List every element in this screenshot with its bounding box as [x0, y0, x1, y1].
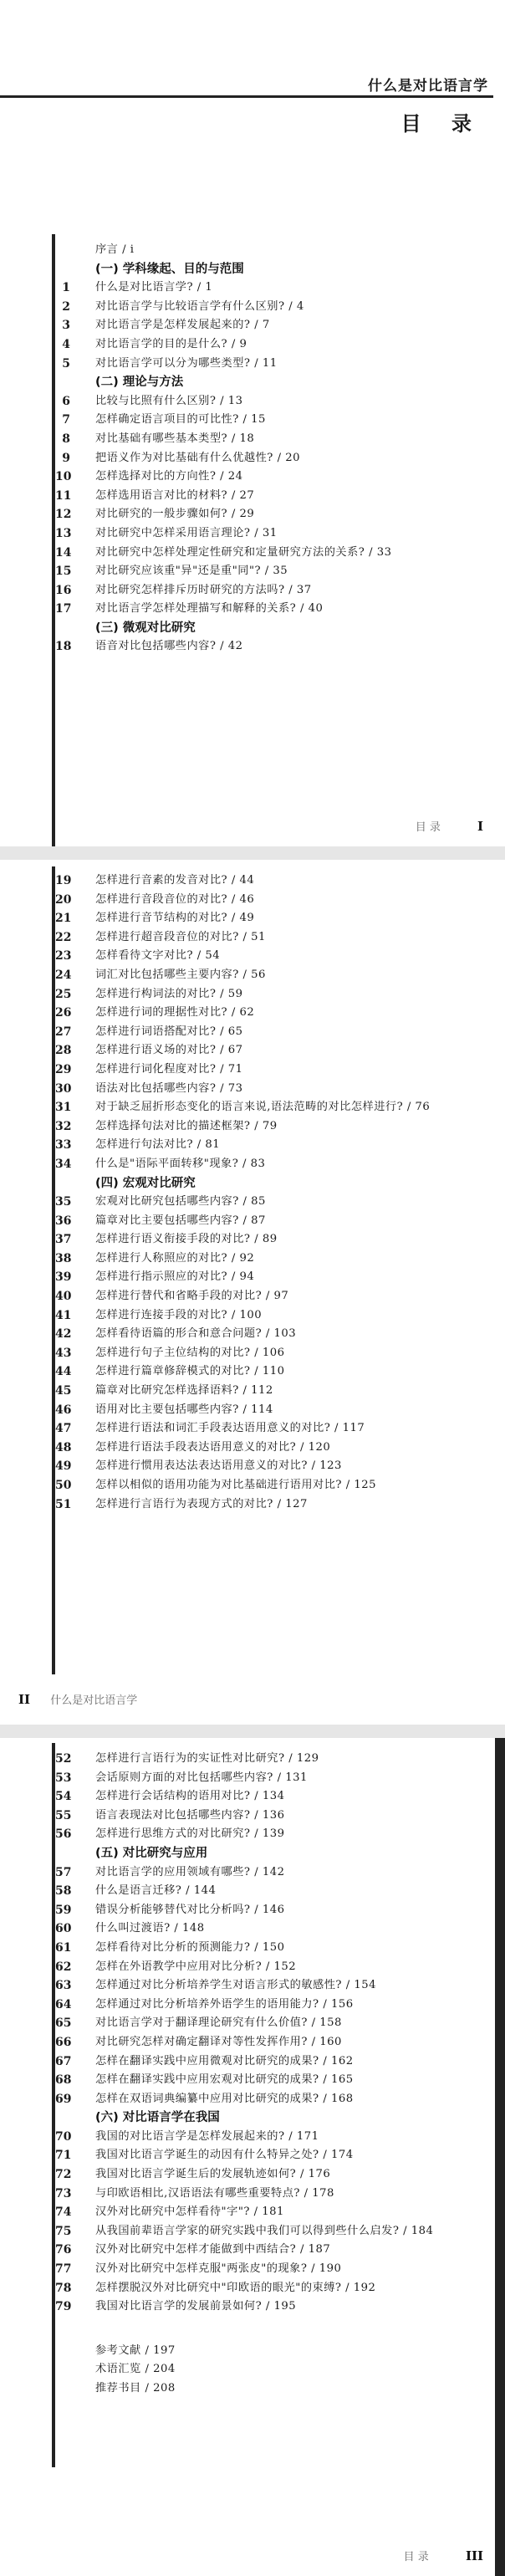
entry-title: 把语义作为对比基础有什么优越性? / 20	[95, 451, 300, 464]
toc-entry[interactable]	[0, 1419, 505, 1439]
entry-number: 73	[55, 2186, 72, 2200]
toc-entry[interactable]	[0, 1230, 505, 1250]
toc-entry[interactable]	[0, 1080, 505, 1099]
toc-entry[interactable]	[0, 1939, 505, 1958]
entry-title: 对比语言学是怎样发展起来的? / 7	[95, 319, 270, 332]
toc-entries-page-2	[0, 871, 505, 1514]
entry-title: 怎样看待语篇的形合和意合问题? / 103	[95, 1327, 297, 1341]
entry-number: 38	[55, 1251, 72, 1265]
series-title: 什么是对比语言学	[368, 78, 488, 95]
toc-entry[interactable]	[0, 1958, 505, 1977]
entry-title: 什么是语言迁移? / 144	[95, 1884, 217, 1898]
toc-entry[interactable]	[0, 411, 505, 430]
toc-entry[interactable]	[0, 966, 505, 985]
toc-backmatter-entry[interactable]: 推荐书目 / 208	[95, 2382, 176, 2395]
entry-title: 怎样进行词的理据性对比? / 62	[95, 1006, 255, 1020]
entry-title: 什么是"语际平面转移"现象? / 83	[95, 1157, 266, 1170]
entry-number: 30	[55, 1081, 72, 1096]
toc-entries-page-3	[0, 1750, 505, 2399]
entry-title: 怎样通过对比分析培养外语学生的语用能力? / 156	[95, 1997, 354, 2011]
entry-title: 对比语言学的应用领域有哪些? / 142	[95, 1865, 285, 1878]
entry-title: 篇章对比研究怎样选择语料? / 112	[95, 1384, 273, 1398]
entry-number: 61	[55, 1940, 72, 1955]
toc-entry[interactable]	[0, 1004, 505, 1023]
entry-title: 对比语言学怎样处理描写和解释的关系? / 40	[95, 602, 324, 616]
entry-number: 52	[55, 1752, 72, 1766]
entry-number: 49	[55, 1459, 72, 1474]
toc-entry[interactable]	[0, 316, 505, 335]
entry-title: 我国对比语言学的发展前景如何? / 195	[95, 2300, 297, 2313]
entry-number: 1	[62, 281, 70, 295]
entry-number: 29	[55, 1062, 72, 1076]
toc-entry[interactable]	[0, 562, 505, 581]
entry-number: 43	[55, 1346, 72, 1360]
entry-number: 53	[55, 1771, 72, 1785]
toc-entry[interactable]	[0, 1023, 505, 1042]
entry-number: 11	[55, 488, 72, 503]
entry-number: 6	[62, 394, 70, 408]
entry-title: 怎样看待文字对比? / 54	[95, 949, 221, 963]
entry-number: 75	[55, 2224, 72, 2238]
entry-title: 语音对比包括哪些内容? / 42	[95, 640, 243, 653]
entry-title: 错误分析能够替代对比分析吗? / 146	[95, 1903, 285, 1916]
entry-title: 怎样进行词化程度对比? / 71	[95, 1062, 243, 1076]
entry-number: 60	[55, 1922, 72, 1936]
entry-title: 对比语言学的目的是什么? / 9	[95, 337, 247, 350]
page-gap	[0, 1725, 505, 1738]
entry-title: 怎样进行替代和省略手段的对比? / 97	[95, 1290, 289, 1303]
page-footer	[18, 1691, 137, 1707]
toc-entry[interactable]	[0, 505, 505, 524]
entry-number: 54	[55, 1790, 72, 1804]
entry-number: 36	[55, 1214, 72, 1228]
entry-number: 12	[55, 508, 72, 522]
toc-entry[interactable]	[0, 1807, 505, 1826]
toc-entry[interactable]	[0, 1287, 505, 1306]
entry-title: 什么是对比语言学? / 1	[95, 281, 213, 294]
entry-number: 2	[62, 299, 70, 314]
toc-entry[interactable]	[0, 1439, 505, 1458]
entry-title: 怎样进行惯用表达法表达语用意义的对比? / 123	[95, 1459, 342, 1473]
entry-number: 55	[55, 1808, 72, 1822]
entry-title: 我国对比语言学诞生的动因有什么特异之处? / 174	[95, 2149, 354, 2162]
entry-number: 32	[55, 1119, 72, 1133]
entry-number: 7	[62, 413, 70, 427]
toc-entry[interactable]	[0, 891, 505, 910]
toc-entry[interactable]	[0, 1495, 505, 1515]
entry-title: 对比研究怎样对确定翻译对等性发挥作用? / 160	[95, 2035, 342, 2048]
toc-entry[interactable]	[0, 1136, 505, 1155]
entry-title: 怎样通过对比分析培养学生对语言形式的敏感性? / 154	[95, 1979, 377, 1992]
toc-entry[interactable]	[0, 2128, 505, 2147]
entry-title: 怎样进行音节结构的对比? / 49	[95, 912, 255, 925]
entry-number: 34	[55, 1157, 72, 1171]
entry-number: 45	[55, 1384, 72, 1398]
entry-title: 怎样进行句子主位结构的对比? / 106	[95, 1346, 285, 1359]
toc-page-1	[0, 0, 505, 846]
entry-number: 77	[55, 2262, 72, 2277]
toc-entry[interactable]	[0, 335, 505, 355]
toc-heading: 目 录	[400, 112, 483, 135]
entry-title: 词汇对比包括哪些主要内容? / 56	[95, 968, 266, 981]
toc-entry[interactable]	[0, 355, 505, 374]
toc-entries-page-1	[0, 241, 505, 657]
entry-title: 从我国前辈语言学家的研究实践中我们可以得到些什么启发? / 184	[95, 2224, 434, 2237]
toc-entry[interactable]	[0, 279, 505, 298]
entry-title: 宏观对比研究包括哪些内容? / 85	[95, 1195, 266, 1209]
entry-number: 51	[55, 1497, 72, 1511]
entry-title: 汉外对比研究中怎样克服"两张皮"的现象? / 190	[95, 2262, 342, 2276]
entry-number: 18	[55, 640, 72, 654]
entry-number: 64	[55, 1997, 72, 2011]
toc-entry[interactable]	[0, 985, 505, 1004]
entry-title: 怎样进行思维方式的对比研究? / 139	[95, 1827, 285, 1841]
entry-number: 50	[55, 1479, 72, 1492]
toc-entry[interactable]	[0, 392, 505, 411]
entry-title: 对比研究中怎样采用语言理论? / 31	[95, 526, 278, 539]
toc-entry[interactable]	[0, 1212, 505, 1231]
entry-title: 比较与比照有什么区别? / 13	[95, 394, 243, 407]
toc-entry[interactable]	[0, 2090, 505, 2109]
entry-title: 对于缺乏屈折形态变化的语言来说,语法范畴的对比怎样进行? / 76	[95, 1101, 431, 1114]
toc-entry[interactable]	[0, 2014, 505, 2033]
entry-number: 78	[55, 2281, 72, 2295]
entry-title: 与印欧语相比,汉语语法有哪些重要特点? / 178	[95, 2186, 334, 2200]
entry-title: 怎样在翻译实践中应用微观对比研究的成果? / 162	[95, 2054, 354, 2067]
entry-number: 67	[55, 2054, 72, 2068]
toc-entry[interactable]	[0, 1996, 505, 2015]
page-number: III	[465, 2548, 483, 2563]
page-number: II	[18, 1692, 31, 1707]
toc-entry[interactable]	[0, 909, 505, 928]
toc-entry[interactable]	[0, 1787, 505, 1807]
entry-title: 对比语言学对于翻译理论研究有什么价值? / 158	[95, 2016, 342, 2030]
footer-label: 目 录	[415, 821, 441, 834]
toc-entry[interactable]	[0, 2185, 505, 2204]
entry-number: 79	[55, 2300, 72, 2314]
entry-title: 怎样进行人称照应的对比? / 92	[95, 1251, 255, 1265]
entry-title: 怎样进行语法和词汇手段表达语用意义的对比? / 117	[95, 1422, 365, 1435]
toc-entry[interactable]	[0, 1976, 505, 1996]
entry-number: 25	[55, 987, 72, 1001]
entry-title: 怎样选择句法对比的描述框架? / 79	[95, 1119, 278, 1132]
page-gap	[0, 846, 505, 860]
entry-number: 22	[55, 930, 72, 944]
entry-title: 对比语言学与比较语言学有什么区别? / 4	[95, 299, 304, 313]
entry-number: 62	[55, 1960, 72, 1974]
entry-title: 怎样进行词语搭配对比? / 65	[95, 1025, 243, 1038]
toc-entry[interactable]	[0, 600, 505, 619]
toc-entry[interactable]	[0, 1098, 505, 1117]
entry-title: 怎样选择对比的方向性? / 24	[95, 470, 243, 483]
toc-entry[interactable]	[0, 1382, 505, 1401]
entry-title: 怎样进行言语行为表现方式的对比? / 127	[95, 1497, 308, 1510]
section-heading: (二) 理论与方法	[95, 376, 184, 390]
entry-number: 63	[55, 1979, 72, 1993]
entry-number: 47	[55, 1422, 72, 1436]
entry-number: 9	[62, 451, 70, 465]
entry-title: 对比基础有哪些基本类型? / 18	[95, 432, 255, 445]
toc-entry[interactable]	[0, 468, 505, 487]
toc-entry[interactable]	[0, 2222, 505, 2241]
toc-entry[interactable]	[0, 1457, 505, 1476]
toc-entry[interactable]	[0, 1061, 505, 1080]
entry-number: 15	[55, 565, 72, 579]
toc-entry[interactable]	[0, 637, 505, 657]
entry-title: 怎样进行音段音位的对比? / 46	[95, 892, 255, 906]
entry-title: 怎样进行构词法的对比? / 59	[95, 987, 243, 1000]
toc-entry[interactable]	[0, 1750, 505, 1769]
entry-number: 39	[55, 1270, 72, 1285]
entry-title: 怎样进行句法对比? / 81	[95, 1138, 221, 1152]
entry-number: 16	[55, 583, 72, 597]
entry-number: 37	[55, 1233, 72, 1247]
page-footer	[404, 2548, 483, 2563]
toc-backmatter-entry[interactable]: 术语汇览 / 204	[95, 2363, 176, 2376]
entry-number: 4	[62, 337, 70, 351]
toc-entry[interactable]	[0, 2052, 505, 2072]
toc-entry[interactable]	[0, 2279, 505, 2298]
entry-number: 27	[55, 1025, 72, 1039]
toc-entry[interactable]	[0, 947, 505, 966]
entry-title: 怎样在外语教学中应用对比分析? / 152	[95, 1960, 297, 1973]
toc-entry[interactable]	[0, 298, 505, 317]
section-heading: (四) 宏观对比研究	[95, 1176, 196, 1190]
entry-number: 59	[55, 1903, 72, 1917]
toc-entry[interactable]	[0, 1863, 505, 1883]
entry-title: 对比研究应该重"异"还是重"同"? / 35	[95, 565, 288, 578]
footer-label: 目 录	[403, 2551, 429, 2563]
toc-entry[interactable]	[0, 1325, 505, 1344]
toc-spacer	[0, 2317, 505, 2342]
toc-entry[interactable]	[0, 1901, 505, 1920]
entry-title: 怎样进行连接手段的对比? / 100	[95, 1308, 263, 1321]
entry-title: 怎样以相似的语用功能为对比基础进行语用对比? / 125	[95, 1479, 377, 1491]
entry-title: 语法对比包括哪些内容? / 73	[95, 1081, 243, 1095]
toc-entry[interactable]	[0, 1155, 505, 1174]
entry-number: 33	[55, 1138, 72, 1153]
entry-number: 66	[55, 2035, 72, 2049]
entry-title: 怎样在双语词典编纂中应用对比研究的成果? / 168	[95, 2092, 354, 2105]
section-heading: (五) 对比研究与应用	[95, 1846, 208, 1860]
entry-title: 汉外对比研究中怎样才能做到中西结合? / 187	[95, 2243, 331, 2257]
toc-entry[interactable]	[0, 1344, 505, 1363]
toc-entry[interactable]	[0, 1919, 505, 1939]
toc-entry[interactable]	[0, 581, 505, 601]
entry-number: 31	[55, 1101, 72, 1115]
entry-number: 72	[55, 2168, 72, 2182]
toc-entry[interactable]	[0, 1268, 505, 1287]
entry-title: 怎样进行言语行为的实证性对比研究? / 129	[95, 1752, 319, 1765]
entry-number: 44	[55, 1365, 72, 1379]
toc-backmatter-entry[interactable]: 参考文献 / 197	[95, 2343, 176, 2357]
entry-number: 74	[55, 2205, 72, 2220]
entry-title: 怎样确定语言项目的可比性? / 15	[95, 413, 266, 427]
entry-number: 57	[55, 1865, 72, 1879]
entry-number: 69	[55, 2092, 72, 2106]
entry-title: 对比研究怎样排斥历时研究的方法吗? / 37	[95, 583, 312, 596]
toc-entry[interactable]	[0, 1476, 505, 1495]
entry-number: 28	[55, 1044, 72, 1058]
entry-title: 篇章对比主要包括哪些内容? / 87	[95, 1214, 266, 1227]
entry-number: 48	[55, 1440, 72, 1454]
toc-entry[interactable]	[0, 1193, 505, 1212]
toc-entry[interactable]	[0, 1250, 505, 1269]
toc-entry[interactable]	[0, 430, 505, 449]
toc-entry[interactable]	[0, 544, 505, 563]
entry-title: 怎样进行超音段音位的对比? / 51	[95, 930, 266, 943]
entry-title: 语用对比主要包括哪些内容? / 114	[95, 1403, 273, 1416]
toc-entry[interactable]	[0, 1306, 505, 1326]
entry-number: 13	[55, 526, 72, 540]
toc-entry[interactable]	[0, 449, 505, 468]
toc-entry[interactable]	[0, 2071, 505, 2090]
entry-title: 怎样进行语法手段表达语用意义的对比? / 120	[95, 1440, 331, 1454]
entry-number: 42	[55, 1327, 72, 1342]
toc-entry[interactable]	[0, 1769, 505, 1788]
entry-number: 5	[62, 356, 70, 371]
entry-title: 对比研究的一般步骤如何? / 29	[95, 508, 255, 521]
toc-entry[interactable]	[0, 487, 505, 506]
toc-backmatter-entry[interactable]: 序言 / i	[95, 243, 135, 256]
toc-entry[interactable]	[0, 2241, 505, 2260]
entry-number: 10	[55, 470, 72, 484]
entry-number: 71	[55, 2149, 72, 2163]
entry-title: 怎样进行语义衔接手段的对比? / 89	[95, 1233, 278, 1246]
entry-number: 68	[55, 2073, 72, 2088]
entry-number: 26	[55, 1006, 72, 1020]
toc-entry[interactable]	[0, 524, 505, 544]
toc-page-2	[0, 860, 505, 1725]
section-heading: (一) 学科缘起、目的与范围	[95, 262, 244, 276]
toc-entry[interactable]	[0, 871, 505, 891]
toc-entry[interactable]	[0, 1882, 505, 1901]
section-heading: (三) 微观对比研究	[95, 621, 196, 635]
toc-entry[interactable]	[0, 2165, 505, 2185]
entry-title: 语言表现法对比包括哪些内容? / 136	[95, 1808, 285, 1822]
entry-title: 怎样进行音素的发音对比? / 44	[95, 874, 255, 887]
entry-number: 23	[55, 949, 72, 963]
toc-page-3	[0, 1738, 505, 2576]
toc-entry[interactable]	[0, 1401, 505, 1420]
entry-title: 对比研究中怎样处理定性研究和定量研究方法的关系? / 33	[95, 545, 392, 559]
entry-number: 14	[55, 545, 72, 560]
footer-label: 什么是对比语言学	[50, 1694, 138, 1707]
entry-number: 20	[55, 892, 72, 907]
entry-number: 70	[55, 2129, 72, 2144]
toc-entry[interactable]	[0, 2260, 505, 2279]
entry-title: 怎样选用语言对比的材料? / 27	[95, 488, 255, 502]
entry-number: 35	[55, 1195, 72, 1209]
entry-title: 我国的对比语言学是怎样发展起来的? / 171	[95, 2129, 319, 2143]
toc-entry[interactable]	[0, 1825, 505, 1844]
section-heading: (六) 对比语言学在我国	[95, 2111, 220, 2125]
entry-number: 19	[55, 874, 72, 887]
entry-number: 58	[55, 1884, 72, 1899]
entry-title: 怎样摆脱汉外对比研究中"印欧语的眼光"的束缚? / 192	[95, 2281, 376, 2294]
entry-number: 40	[55, 1290, 72, 1304]
entry-title: 怎样进行指示照应的对比? / 94	[95, 1270, 255, 1284]
entry-number: 17	[55, 602, 72, 616]
entry-title: 汉外对比研究中怎样看待"字"? / 181	[95, 2205, 284, 2219]
entry-number: 24	[55, 968, 72, 982]
entry-title: 我国对比语言学诞生后的发展轨迹如何? / 176	[95, 2168, 331, 2181]
entry-title: 对比语言学可以分为哪些类型? / 11	[95, 356, 278, 370]
page-footer	[416, 818, 483, 834]
entry-title: 怎样在翻译实践中应用宏观对比研究的成果? / 165	[95, 2073, 354, 2087]
entry-number: 76	[55, 2243, 72, 2257]
entry-title: 怎样看待对比分析的预测能力? / 150	[95, 1940, 285, 1954]
entry-number: 41	[55, 1308, 72, 1322]
toc-entry[interactable]	[0, 1041, 505, 1061]
toc-entry[interactable]	[0, 2146, 505, 2165]
toc-entry[interactable]	[0, 1362, 505, 1382]
entry-title: 怎样进行语义场的对比? / 67	[95, 1044, 243, 1057]
entry-title: 什么叫过渡语? / 148	[95, 1922, 205, 1935]
toc-entry[interactable]	[0, 2297, 505, 2317]
toc-entry[interactable]	[0, 1117, 505, 1137]
toc-entry[interactable]	[0, 2203, 505, 2222]
toc-entry[interactable]	[0, 928, 505, 948]
page-number: I	[477, 819, 483, 834]
entry-number: 65	[55, 2016, 72, 2031]
entry-title: 会话原则方面的对比包括哪些内容? / 131	[95, 1771, 308, 1784]
toc-entry[interactable]	[0, 2033, 505, 2052]
entry-number: 3	[62, 319, 70, 333]
entry-number: 8	[62, 432, 70, 446]
title-rule	[0, 95, 493, 98]
entry-number: 56	[55, 1827, 72, 1842]
entry-title: 怎样进行篇章修辞模式的对比? / 110	[95, 1365, 285, 1378]
entry-number: 21	[55, 912, 72, 926]
entry-number: 46	[55, 1403, 72, 1417]
entry-title: 怎样进行会话结构的语用对比? / 134	[95, 1790, 285, 1803]
